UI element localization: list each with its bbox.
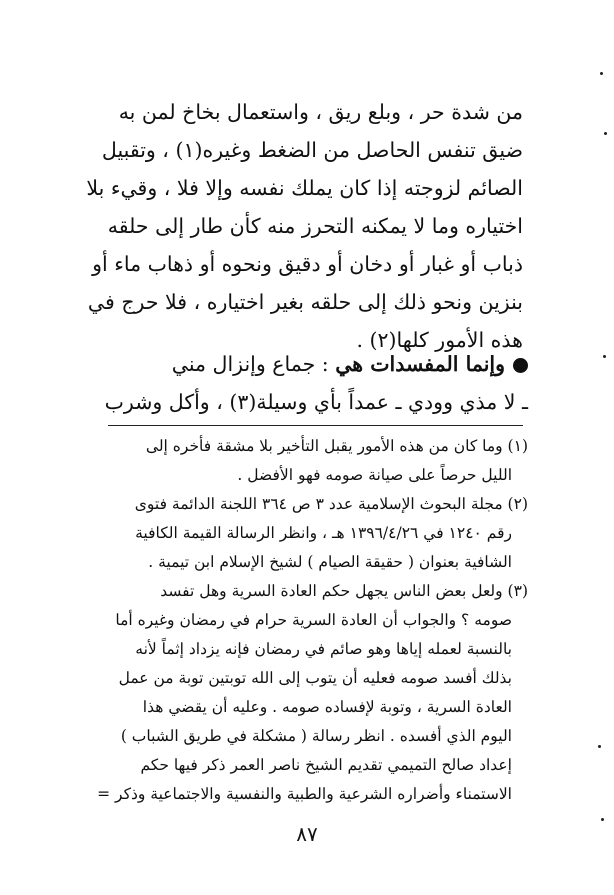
scan-speck (598, 745, 601, 748)
text-line: ضيق تنفس الحاصل من الضغط وغيره(١) ، وتقبيل (101, 138, 523, 162)
footnote-line: بذلك أفسد صومه فعليه أن يتوب إلى الله توبتين توبة من عمل (118, 669, 512, 687)
footnote-line: العادة السرية ، وتوبة لإفساده صومه . وعليه أن يقضي هذا (142, 698, 512, 716)
text-line: الصائم لزوجته إذا كان يملك نفسه وإلا فلا ، وقيء بلا (86, 176, 523, 200)
footnote-line: صومه ؟ والجواب أن العادة السرية حرام في رمضان وغيره أما (115, 611, 512, 629)
main-text (86, 93, 523, 359)
scan-speck (604, 132, 607, 135)
footnote-line: (٢) مجلة البحوث الإسلامية عدد ٣ ص ٣٦٤ اللجنة الدائمة فتوى (134, 495, 528, 513)
section-second-line: ـ لا مذي وودي ـ عمداً بأي وسيلة(٣) ، وأكل وشرب (104, 390, 528, 414)
footnote-line: بالنسبة لعمله إياها وهو صائم في رمضان فإنه يزداد إثماً لأنه (135, 640, 512, 658)
footnote-line: الاستمناء وأضراره الشرعية والطبية والنفسية والاجتماعية وذكر = (97, 785, 512, 803)
footnotes (97, 432, 528, 809)
invalidators-section (104, 345, 528, 421)
text-line: اختياره وما لا يمكنه التحرز منه كأن طار إلى حلقه (107, 214, 523, 238)
text-line: هذه الأمور كلها(٢) . (356, 328, 523, 352)
section-heading: وإنما المفسدات هي (335, 352, 505, 376)
scan-speck (601, 818, 604, 821)
bullet-icon (513, 358, 528, 373)
scan-speck (603, 355, 606, 358)
footnote-line: (١) وما كان من هذه الأمور يقبل التأخير بلا مشقة فأخره إلى (145, 437, 528, 455)
section-first-line (108, 345, 528, 383)
footnote-line: رقم ١٢٤٠ في ١٣٩٦/٤/٢٦ هـ ، وانظر الرسالة القيمة الكافية (135, 524, 512, 542)
text-line: ذباب أو غبار أو دخان أو دقيق ونحوه أو ذهاب ماء أو (92, 252, 523, 276)
text-line: بنزين ونحو ذلك إلى حلقه بغير اختياره ، فلا حرج في (87, 290, 523, 314)
scan-speck (600, 72, 603, 75)
footnote-divider (108, 425, 523, 426)
section-heading-rest: : جماع وإنزال مني (171, 352, 336, 376)
footnote-line: اليوم الذي أفسده . انظر رسالة ( مشكلة في طريق الشباب ) (120, 727, 512, 745)
footnote-line: إعداد صالح التميمي تقديم الشيخ ناصر العمر ذكر فيها حكم (140, 756, 512, 774)
text-line: من شدة حر ، وبلع ريق ، واستعمال بخاخ لمن به (118, 100, 523, 124)
footnote-line: الليل حرصاً على صيانة صومه فهو الأفضل . (237, 466, 512, 484)
footnote-line: (٣) ولعل بعض الناس يجهل حكم العادة السرية وهل تفسد (160, 582, 528, 600)
page-number: ٨٧ (296, 822, 318, 846)
footnote-line: الشافية بعنوان ( حقيقة الصيام ) لشيخ الإسلام ابن تيمية . (148, 553, 512, 571)
